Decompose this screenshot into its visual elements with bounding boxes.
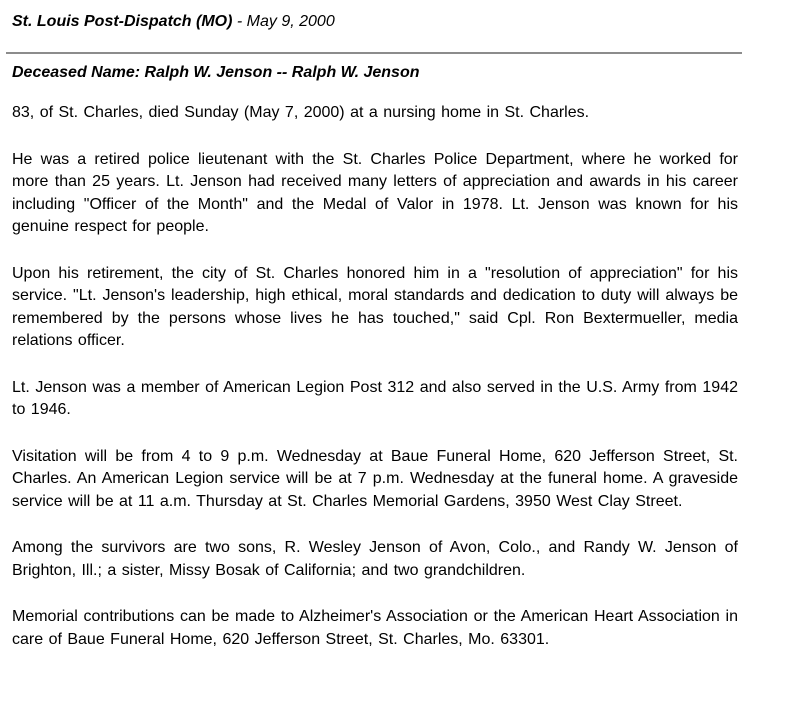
header-divider (6, 52, 742, 54)
paragraph: Among the survivors are two sons, R. Wesley Jenson of Avon, Colo., and Randy W. Jenson of Brighton, Ill.; a sister, Missy Bosak of California; and two grandchildren. (12, 539, 738, 579)
deceased-name: Deceased Name: Ralph W. Jenson -- Ralph W. Jenson (12, 64, 420, 81)
header-separator: - (232, 13, 247, 30)
paragraph: Lt. Jenson was a member of American Legion Post 312 and also served in the U.S. Army from 1942 to 1946. (12, 378, 738, 418)
paragraph: Visitation will be from 4 to 9 p.m. Wednesday at Baue Funeral Home, 620 Jefferson Street, St. Charles. An American Legion service will be at 7 p.m. Wednesday at the funeral home. A graveside service will be at 11 a.m. Thursday at St. Charles Memorial Gardens, 3950 West Clay Street. (12, 447, 738, 510)
publication-date: May 9, 2000 (246, 13, 335, 30)
article-header (12, 12, 335, 32)
paragraph: Upon his retirement, the city of St. Charles honored him in a "resolution of appreciation" for his service. "Lt. Jenson's leadership, high ethical, moral standards and dedication to duty will always be remembered by the persons whose lives he has touched," said Cpl. Ron Bextermueller, media relations officer. (12, 264, 738, 349)
obituary-body (12, 102, 738, 651)
publication-name: St. Louis Post-Dispatch (MO) (12, 13, 233, 30)
paragraph: Memorial contributions can be made to Alzheimer's Association or the American Heart Association in care of Baue Funeral Home, 620 Jefferson Street, St. Charles, Mo. 63301. (12, 608, 738, 648)
paragraph: He was a retired police lieutenant with the St. Charles Police Department, where he worked for more than 25 years. Lt. Jenson had received many letters of appreciation and awards in his career including "Officer of the Month" and the Medal of Valor in 1978. Lt. Jenson was known for his genuine respect for people. (12, 150, 738, 235)
paragraph: 83, of St. Charles, died Sunday (May 7, 2000) at a nursing home in St. Charles. (12, 104, 590, 121)
